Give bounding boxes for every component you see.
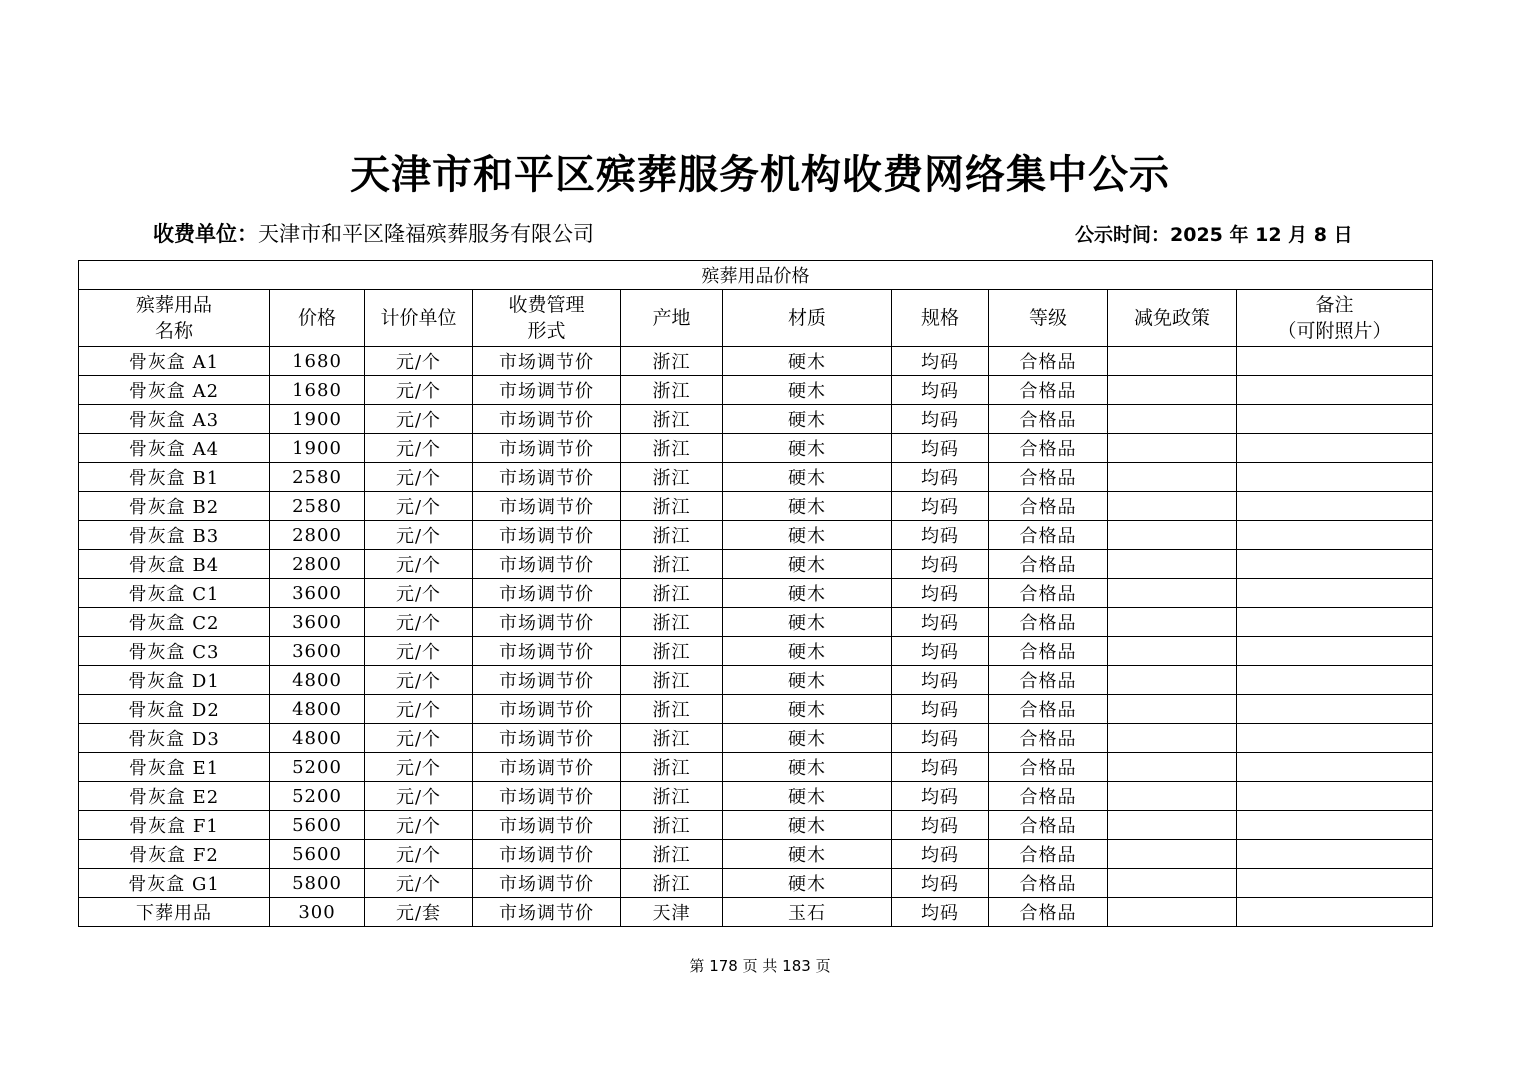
header-origin [621, 290, 723, 347]
cell-unit: 元/个 [365, 637, 473, 666]
cell-remark [1237, 550, 1433, 579]
cell-grade: 合格品 [989, 405, 1108, 434]
table-row [79, 782, 1433, 811]
cell-reduction [1108, 579, 1237, 608]
price-table [78, 260, 1433, 927]
table-row [79, 753, 1433, 782]
cell-unit: 元/个 [365, 608, 473, 637]
header-line: 名称 [154, 320, 193, 342]
header-fee-form [473, 290, 621, 347]
cell-name: 骨灰盒 F1 [79, 811, 270, 840]
cell-price: 5600 [270, 811, 365, 840]
cell-fee-form: 市场调节价 [473, 869, 621, 898]
cell-name: 骨灰盒 D3 [79, 724, 270, 753]
cell-spec: 均码 [892, 811, 989, 840]
cell-remark [1237, 434, 1433, 463]
cell-remark [1237, 405, 1433, 434]
cell-price: 1900 [270, 434, 365, 463]
cell-material: 玉石 [723, 898, 892, 927]
cell-fee-form: 市场调节价 [473, 782, 621, 811]
cell-spec: 均码 [892, 637, 989, 666]
cell-grade: 合格品 [989, 521, 1108, 550]
table-body [79, 347, 1433, 927]
publish-date-value: 2025 年 12 月 8 日 [1170, 224, 1353, 246]
cell-remark [1237, 898, 1433, 927]
cell-unit: 元/个 [365, 579, 473, 608]
cell-name: 骨灰盒 C3 [79, 637, 270, 666]
cell-remark [1237, 724, 1433, 753]
cell-remark [1237, 753, 1433, 782]
cell-name: 骨灰盒 A4 [79, 434, 270, 463]
cell-origin: 浙江 [621, 724, 723, 753]
cell-reduction [1108, 405, 1237, 434]
table-row [79, 695, 1433, 724]
header-line: 规格 [920, 307, 959, 329]
cell-material: 硬木 [723, 405, 892, 434]
cell-fee-form: 市场调节价 [473, 434, 621, 463]
header-grade [989, 290, 1108, 347]
cell-spec: 均码 [892, 695, 989, 724]
cell-origin: 浙江 [621, 811, 723, 840]
cell-price: 5800 [270, 869, 365, 898]
cell-grade: 合格品 [989, 347, 1108, 376]
cell-reduction [1108, 840, 1237, 869]
cell-spec: 均码 [892, 869, 989, 898]
cell-grade: 合格品 [989, 492, 1108, 521]
cell-price: 1900 [270, 405, 365, 434]
cell-reduction [1108, 724, 1237, 753]
cell-unit: 元/个 [365, 753, 473, 782]
cell-fee-form: 市场调节价 [473, 579, 621, 608]
cell-grade: 合格品 [989, 666, 1108, 695]
cell-origin: 浙江 [621, 695, 723, 724]
cell-name: 骨灰盒 B4 [79, 550, 270, 579]
cell-name: 骨灰盒 A3 [79, 405, 270, 434]
cell-origin: 浙江 [621, 753, 723, 782]
cell-reduction [1108, 376, 1237, 405]
cell-name: 骨灰盒 A2 [79, 376, 270, 405]
table-row [79, 840, 1433, 869]
cell-price: 3600 [270, 608, 365, 637]
cell-grade: 合格品 [989, 376, 1108, 405]
page-number-total: 183 [782, 957, 811, 975]
cell-origin: 浙江 [621, 434, 723, 463]
cell-spec: 均码 [892, 376, 989, 405]
cell-remark [1237, 869, 1433, 898]
cell-fee-form: 市场调节价 [473, 608, 621, 637]
cell-name: 骨灰盒 B2 [79, 492, 270, 521]
cell-unit: 元/个 [365, 724, 473, 753]
cell-material: 硬木 [723, 666, 892, 695]
cell-fee-form: 市场调节价 [473, 347, 621, 376]
cell-unit: 元/个 [365, 869, 473, 898]
header-material [723, 290, 892, 347]
cell-spec: 均码 [892, 753, 989, 782]
cell-origin: 浙江 [621, 550, 723, 579]
header-unit [365, 290, 473, 347]
page-number-middle: 页 共 [742, 957, 778, 975]
cell-unit: 元/个 [365, 434, 473, 463]
cell-grade: 合格品 [989, 840, 1108, 869]
cell-name: 骨灰盒 E2 [79, 782, 270, 811]
cell-remark [1237, 347, 1433, 376]
table-row [79, 637, 1433, 666]
header-line: 收费管理 [508, 294, 585, 316]
cell-reduction [1108, 608, 1237, 637]
cell-material: 硬木 [723, 637, 892, 666]
cell-unit: 元/个 [365, 492, 473, 521]
cell-fee-form: 市场调节价 [473, 376, 621, 405]
page-number [0, 955, 1520, 976]
publish-date-label: 公示时间： [1075, 224, 1171, 246]
cell-reduction [1108, 347, 1237, 376]
table-caption: 殡葬用品价格 [79, 261, 1433, 290]
cell-unit: 元/个 [365, 782, 473, 811]
cell-material: 硬木 [723, 869, 892, 898]
header-line: （可附照片） [1277, 320, 1392, 342]
cell-grade: 合格品 [989, 579, 1108, 608]
cell-reduction [1108, 695, 1237, 724]
cell-material: 硬木 [723, 782, 892, 811]
header-remark [1237, 290, 1433, 347]
cell-price: 3600 [270, 579, 365, 608]
table-row [79, 579, 1433, 608]
cell-reduction [1108, 637, 1237, 666]
cell-unit: 元/个 [365, 666, 473, 695]
table-row [79, 376, 1433, 405]
cell-name: 骨灰盒 D1 [79, 666, 270, 695]
header-line: 价格 [297, 307, 336, 329]
cell-name: 骨灰盒 A1 [79, 347, 270, 376]
cell-grade: 合格品 [989, 782, 1108, 811]
cell-remark [1237, 811, 1433, 840]
header-line: 形式 [527, 320, 566, 342]
cell-unit: 元/个 [365, 376, 473, 405]
table-row [79, 666, 1433, 695]
cell-name: 骨灰盒 D2 [79, 695, 270, 724]
cell-origin: 浙江 [621, 666, 723, 695]
cell-unit: 元/个 [365, 347, 473, 376]
header-line: 减免政策 [1133, 307, 1210, 329]
cell-reduction [1108, 550, 1237, 579]
cell-material: 硬木 [723, 492, 892, 521]
cell-reduction [1108, 898, 1237, 927]
cell-unit: 元/套 [365, 898, 473, 927]
cell-unit: 元/个 [365, 811, 473, 840]
charging-unit-label: 收费单位： [153, 222, 258, 246]
table-row [79, 492, 1433, 521]
cell-fee-form: 市场调节价 [473, 695, 621, 724]
cell-price: 2580 [270, 492, 365, 521]
cell-origin: 浙江 [621, 840, 723, 869]
cell-origin: 浙江 [621, 463, 723, 492]
publish-date [1075, 220, 1353, 247]
cell-price: 4800 [270, 724, 365, 753]
cell-origin: 天津 [621, 898, 723, 927]
cell-remark [1237, 608, 1433, 637]
cell-unit: 元/个 [365, 463, 473, 492]
cell-spec: 均码 [892, 347, 989, 376]
cell-unit: 元/个 [365, 405, 473, 434]
cell-fee-form: 市场调节价 [473, 521, 621, 550]
table-row [79, 898, 1433, 927]
cell-material: 硬木 [723, 434, 892, 463]
cell-spec: 均码 [892, 463, 989, 492]
cell-grade: 合格品 [989, 724, 1108, 753]
cell-remark [1237, 695, 1433, 724]
header-line: 计价单位 [380, 307, 457, 329]
cell-origin: 浙江 [621, 376, 723, 405]
cell-reduction [1108, 434, 1237, 463]
cell-unit: 元/个 [365, 521, 473, 550]
cell-price: 1680 [270, 376, 365, 405]
cell-remark [1237, 579, 1433, 608]
cell-price: 300 [270, 898, 365, 927]
table-row [79, 347, 1433, 376]
cell-material: 硬木 [723, 347, 892, 376]
page-title: 天津市和平区殡葬服务机构收费网络集中公示 [350, 151, 1170, 198]
cell-reduction [1108, 492, 1237, 521]
page-number-current: 178 [709, 957, 738, 975]
header-spec [892, 290, 989, 347]
cell-price: 2800 [270, 521, 365, 550]
cell-spec: 均码 [892, 405, 989, 434]
cell-material: 硬木 [723, 579, 892, 608]
page-number-suffix: 页 [815, 957, 831, 975]
cell-fee-form: 市场调节价 [473, 550, 621, 579]
table-row [79, 463, 1433, 492]
cell-spec: 均码 [892, 782, 989, 811]
cell-grade: 合格品 [989, 869, 1108, 898]
cell-remark [1237, 376, 1433, 405]
cell-grade: 合格品 [989, 463, 1108, 492]
cell-origin: 浙江 [621, 579, 723, 608]
cell-price: 5600 [270, 840, 365, 869]
cell-material: 硬木 [723, 376, 892, 405]
cell-price: 1680 [270, 347, 365, 376]
cell-spec: 均码 [892, 608, 989, 637]
cell-grade: 合格品 [989, 550, 1108, 579]
cell-fee-form: 市场调节价 [473, 753, 621, 782]
cell-spec: 均码 [892, 521, 989, 550]
cell-remark [1237, 463, 1433, 492]
header-line: 等级 [1028, 307, 1067, 329]
table-header-row [79, 290, 1433, 347]
cell-name: 骨灰盒 C2 [79, 608, 270, 637]
cell-origin: 浙江 [621, 637, 723, 666]
cell-remark [1237, 521, 1433, 550]
cell-fee-form: 市场调节价 [473, 666, 621, 695]
cell-material: 硬木 [723, 753, 892, 782]
cell-grade: 合格品 [989, 608, 1108, 637]
cell-origin: 浙江 [621, 521, 723, 550]
header-name [79, 290, 270, 347]
cell-reduction [1108, 666, 1237, 695]
charging-unit [153, 218, 594, 248]
cell-name: 骨灰盒 E1 [79, 753, 270, 782]
header-line: 材质 [787, 307, 826, 329]
cell-grade: 合格品 [989, 434, 1108, 463]
cell-unit: 元/个 [365, 550, 473, 579]
cell-material: 硬木 [723, 550, 892, 579]
cell-grade: 合格品 [989, 637, 1108, 666]
cell-remark [1237, 666, 1433, 695]
cell-material: 硬木 [723, 608, 892, 637]
cell-remark [1237, 840, 1433, 869]
cell-name: 骨灰盒 B1 [79, 463, 270, 492]
cell-fee-form: 市场调节价 [473, 840, 621, 869]
cell-remark [1237, 492, 1433, 521]
cell-grade: 合格品 [989, 695, 1108, 724]
cell-origin: 浙江 [621, 492, 723, 521]
charging-unit-value: 天津市和平区隆福殡葬服务有限公司 [258, 222, 594, 246]
cell-remark [1237, 637, 1433, 666]
cell-fee-form: 市场调节价 [473, 811, 621, 840]
cell-origin: 浙江 [621, 869, 723, 898]
cell-price: 4800 [270, 695, 365, 724]
header-reduction [1108, 290, 1237, 347]
cell-name: 骨灰盒 C1 [79, 579, 270, 608]
cell-origin: 浙江 [621, 608, 723, 637]
cell-price: 2580 [270, 463, 365, 492]
header-line: 产地 [652, 307, 691, 329]
cell-origin: 浙江 [621, 782, 723, 811]
cell-price: 5200 [270, 753, 365, 782]
header-price [270, 290, 365, 347]
cell-reduction [1108, 782, 1237, 811]
header-line: 殡葬用品 [135, 294, 212, 316]
cell-material: 硬木 [723, 811, 892, 840]
table-row [79, 550, 1433, 579]
cell-spec: 均码 [892, 434, 989, 463]
cell-reduction [1108, 753, 1237, 782]
table-row [79, 405, 1433, 434]
table-row [79, 521, 1433, 550]
cell-name: 骨灰盒 G1 [79, 869, 270, 898]
page-number-prefix: 第 [689, 957, 705, 975]
cell-origin: 浙江 [621, 405, 723, 434]
table-row [79, 608, 1433, 637]
cell-price: 3600 [270, 637, 365, 666]
cell-reduction [1108, 463, 1237, 492]
cell-spec: 均码 [892, 492, 989, 521]
cell-spec: 均码 [892, 724, 989, 753]
cell-unit: 元/个 [365, 695, 473, 724]
cell-remark [1237, 782, 1433, 811]
cell-fee-form: 市场调节价 [473, 724, 621, 753]
table-row [79, 869, 1433, 898]
table-row [79, 434, 1433, 463]
cell-origin: 浙江 [621, 347, 723, 376]
cell-fee-form: 市场调节价 [473, 405, 621, 434]
cell-grade: 合格品 [989, 898, 1108, 927]
cell-reduction [1108, 869, 1237, 898]
cell-grade: 合格品 [989, 753, 1108, 782]
cell-grade: 合格品 [989, 811, 1108, 840]
cell-reduction [1108, 811, 1237, 840]
cell-fee-form: 市场调节价 [473, 492, 621, 521]
cell-spec: 均码 [892, 898, 989, 927]
cell-material: 硬木 [723, 695, 892, 724]
cell-spec: 均码 [892, 840, 989, 869]
cell-fee-form: 市场调节价 [473, 637, 621, 666]
cell-fee-form: 市场调节价 [473, 898, 621, 927]
cell-material: 硬木 [723, 521, 892, 550]
cell-material: 硬木 [723, 840, 892, 869]
header-line: 备注 [1315, 294, 1354, 316]
cell-fee-form: 市场调节价 [473, 463, 621, 492]
cell-name: 下葬用品 [79, 898, 270, 927]
cell-spec: 均码 [892, 550, 989, 579]
table-row [79, 724, 1433, 753]
cell-spec: 均码 [892, 666, 989, 695]
cell-price: 4800 [270, 666, 365, 695]
cell-name: 骨灰盒 F2 [79, 840, 270, 869]
table-row [79, 811, 1433, 840]
cell-material: 硬木 [723, 463, 892, 492]
cell-spec: 均码 [892, 579, 989, 608]
cell-price: 5200 [270, 782, 365, 811]
cell-unit: 元/个 [365, 840, 473, 869]
cell-reduction [1108, 521, 1237, 550]
cell-material: 硬木 [723, 724, 892, 753]
cell-price: 2800 [270, 550, 365, 579]
cell-name: 骨灰盒 B3 [79, 521, 270, 550]
